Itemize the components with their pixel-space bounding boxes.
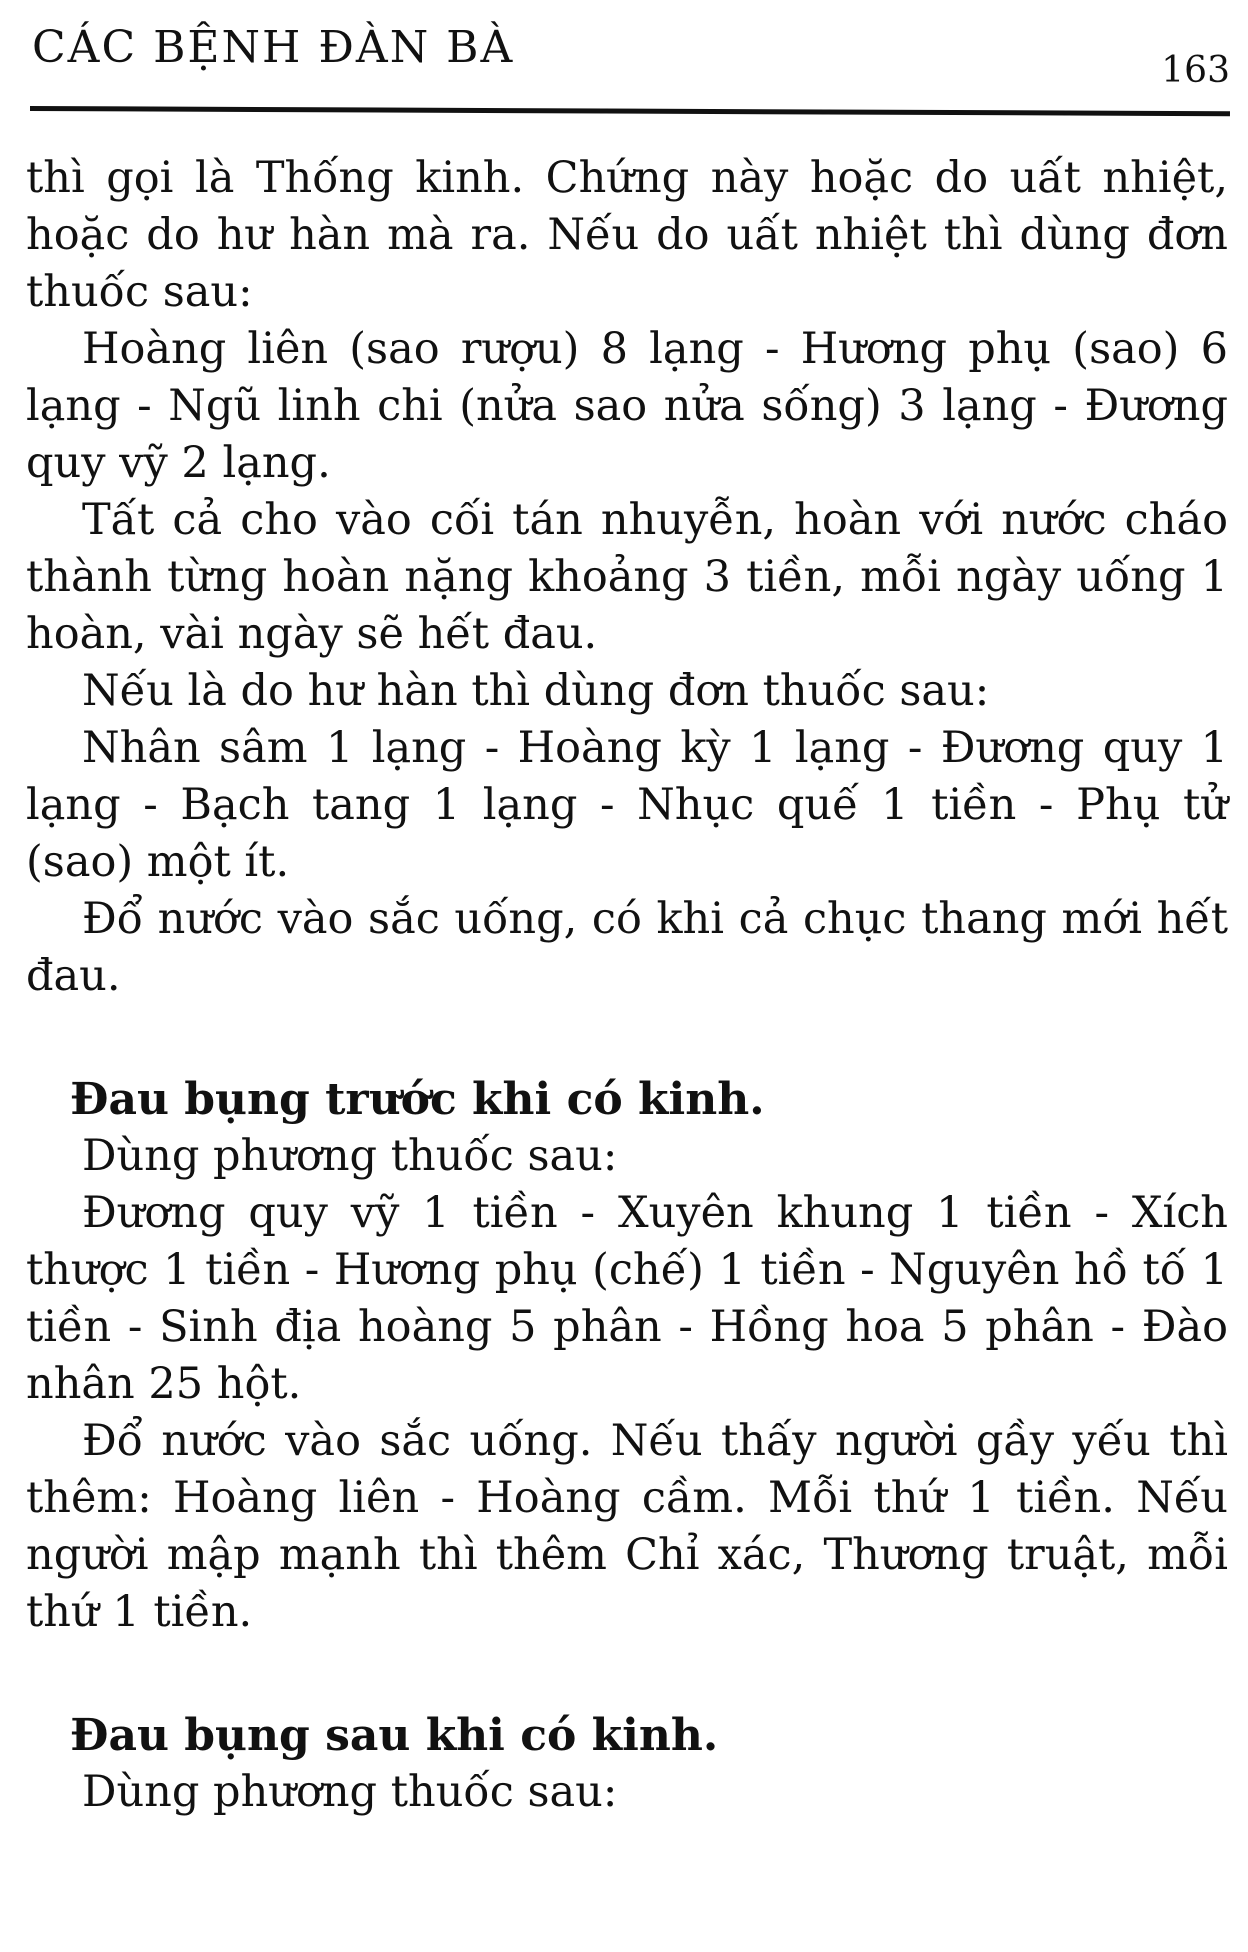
paragraph: Nếu là do hư hàn thì dùng đơn thuốc sau: bbox=[82, 666, 990, 716]
section-heading: Đau bụng trước khi có kinh. bbox=[70, 1074, 765, 1125]
paragraph: Đương quy vỹ 1 tiền - Xuyên khung 1 tiền - Xích thược 1 tiền - Hương phụ (chế) 1 tiền - Nguyên hồ tố 1 tiền - Sinh địa hoàng 5 phân - Hồng hoa 5 phân - Đào nhân 25 hột. bbox=[26, 1188, 1228, 1409]
paragraph: Tất cả cho vào cối tán nhuyễn, hoàn với nước cháo thành từng hoàn nặng khoảng 3 tiền, mỗi ngày uống 1 hoàn, vài ngày sẽ hết đau. bbox=[26, 495, 1228, 659]
paragraph: Đổ nước vào sắc uống, có khi cả chục thang mới hết đau. bbox=[26, 894, 1228, 1001]
page-number: 163 bbox=[1161, 50, 1230, 91]
paragraph: Đổ nước vào sắc uống. Nếu thấy người gầy yếu thì thêm: Hoàng liên - Hoàng cầm. Mỗi thứ 1 tiền. Nếu người mập mạnh thì thêm Chỉ xác, Thương truật, mỗi thứ 1 tiền. bbox=[26, 1416, 1228, 1637]
running-title: CÁC BỆNH ĐÀN BÀ bbox=[32, 22, 515, 73]
paragraph: Dùng phương thuốc sau: bbox=[82, 1131, 618, 1181]
section-heading: Đau bụng sau khi có kinh. bbox=[70, 1710, 719, 1761]
header-rule bbox=[30, 106, 1230, 116]
paragraph: Hoàng liên (sao rượu) 8 lạng - Hương phụ (sao) 6 lạng - Ngũ linh chi (nửa sao nửa sống) 3 lạng - Đương quy vỹ 2 lạng. bbox=[26, 324, 1228, 488]
paragraph: Dùng phương thuốc sau: bbox=[82, 1767, 618, 1817]
paragraph: Nhân sâm 1 lạng - Hoàng kỳ 1 lạng - Đương quy 1 lạng - Bạch tang 1 lạng - Nhục quế 1 tiền - Phụ tử (sao) một ít. bbox=[26, 723, 1228, 887]
paragraph: thì gọi là Thống kinh. Chứng này hoặc do uất nhiệt, hoặc do hư hàn mà ra. Nếu do uất nhiệt thì dùng đơn thuốc sau: bbox=[26, 153, 1228, 317]
body-text bbox=[26, 150, 1228, 1821]
